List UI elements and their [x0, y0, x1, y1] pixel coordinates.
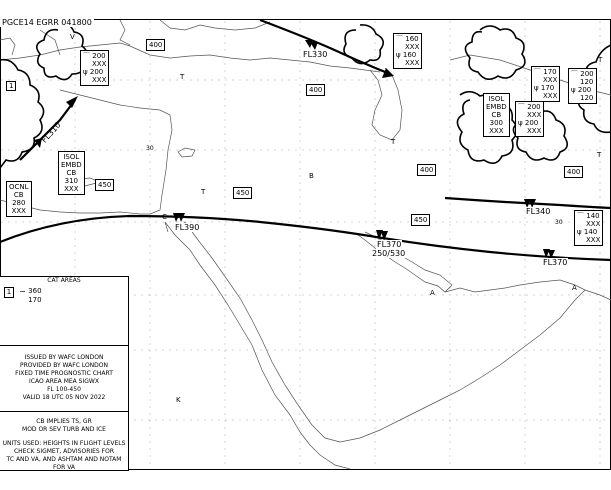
turb-box: ⌒ 170 XXX ψ 170 XXX — [531, 66, 560, 102]
jet-label-fl370: FL370 — [543, 258, 568, 267]
issued-line: ICAO AREA MEA SIGWX — [29, 378, 99, 385]
cb-box: ISOL EMBD CB 310 XXX — [58, 151, 85, 195]
turb-symbol: ⌒ — [518, 103, 525, 111]
issued-line: VALID 18 UTC 05 NOV 2022 — [22, 394, 106, 401]
cat-area-marker: 1 — [6, 81, 16, 91]
legend-panel — [0, 276, 129, 471]
jet-depth-label: 250/530 — [372, 249, 406, 258]
cb-box: ISOL EMBD CB 300 XXX — [483, 93, 510, 137]
jet-label-fl370: FL370 — [377, 240, 402, 249]
place-marker: T — [598, 56, 603, 64]
jet-label-fl330: FL330 — [303, 50, 328, 59]
turb-box: ⌒ 200 XXX ψ 200 XXX — [80, 50, 109, 86]
jet-label-fl310: FL310 — [39, 120, 63, 145]
turb-symbol: ⌒ — [534, 68, 541, 76]
latitude-label: 30 — [555, 219, 563, 226]
jet-label-fl340: FL340 — [526, 207, 551, 216]
level-label: 450 — [95, 179, 114, 191]
turb-box: ⌒ 200 XXX ψ 200 XXX — [515, 101, 544, 137]
cb_note-line: MOD OR SEV TURB AND ICE — [22, 426, 106, 433]
turb-symbol: ∼ — [19, 287, 26, 296]
units_note-line: CHECK SIGMET, ADVISORIES FOR — [13, 448, 114, 455]
issued-line: FIXED TIME PROGNOSTIC CHART — [15, 370, 113, 377]
turb-symbol: ⌒ — [577, 212, 584, 220]
place-marker: K — [176, 396, 181, 404]
place-marker: V — [70, 33, 75, 41]
icing-symbol: ψ — [396, 51, 401, 59]
icing-symbol: ψ — [534, 84, 539, 92]
level-label: 400 — [417, 164, 436, 176]
level-label: 400 — [564, 166, 583, 178]
cb_note-line: CB IMPLIES TS, GR — [36, 418, 92, 425]
place-marker: A — [430, 289, 435, 297]
place-marker: T — [201, 188, 206, 196]
level-label: 450 — [411, 214, 430, 226]
place-marker: T — [391, 138, 396, 146]
level-label: 450 — [233, 187, 252, 199]
place-marker: T — [180, 73, 185, 81]
turb-symbol: ⌒ — [571, 70, 578, 78]
cat-area-number: 1 — [4, 287, 14, 298]
place-marker: C — [162, 213, 167, 221]
issued-section — [0, 345, 128, 412]
cat-area-entry: 1 ∼ 360 170 — [4, 287, 42, 305]
issued-line: ISSUED BY WAFC LONDON — [24, 354, 104, 361]
cb-box: OCNL CB 280 XXX — [6, 181, 32, 217]
icing-symbol: ψ — [577, 228, 582, 236]
turb-box: ⌒ 160 XXX ψ 160 XXX — [393, 33, 422, 69]
level-label: 400 — [146, 39, 165, 51]
units_note-line: TC AND VA, AND ASHTAM AND NOTAM FOR VA — [6, 456, 122, 471]
issued-line: FL 100-450 — [47, 386, 81, 393]
turb-symbol: ⌒ — [396, 35, 403, 43]
place-marker: A — [572, 284, 577, 292]
turb-box: ⌒ 140 XXX ψ 140 XXX — [574, 210, 603, 246]
icing-symbol: ψ — [518, 119, 523, 127]
level-label: 400 — [306, 84, 325, 96]
cat-areas-title: CAT AREAS — [47, 277, 81, 284]
cb-note-section — [0, 411, 128, 470]
latitude-label: 30 — [146, 145, 154, 152]
chart-id-label: PGCE14 EGRR 041800 — [2, 18, 92, 27]
icing-symbol: ψ — [83, 68, 88, 76]
jet-label-fl390: FL390 — [175, 223, 200, 232]
units_note-line: UNITS USED: HEIGHTS IN FLIGHT LEVELS — [2, 440, 126, 447]
place-marker: T — [597, 151, 602, 159]
turb-box: ⌒ 200 120 ψ 200 120 — [568, 68, 597, 104]
icing-symbol: ψ — [571, 86, 576, 94]
turb-symbol: ⌒ — [83, 52, 90, 60]
place-marker: B — [309, 172, 314, 180]
issued-line: PROVIDED BY WAFC LONDON — [19, 362, 108, 369]
